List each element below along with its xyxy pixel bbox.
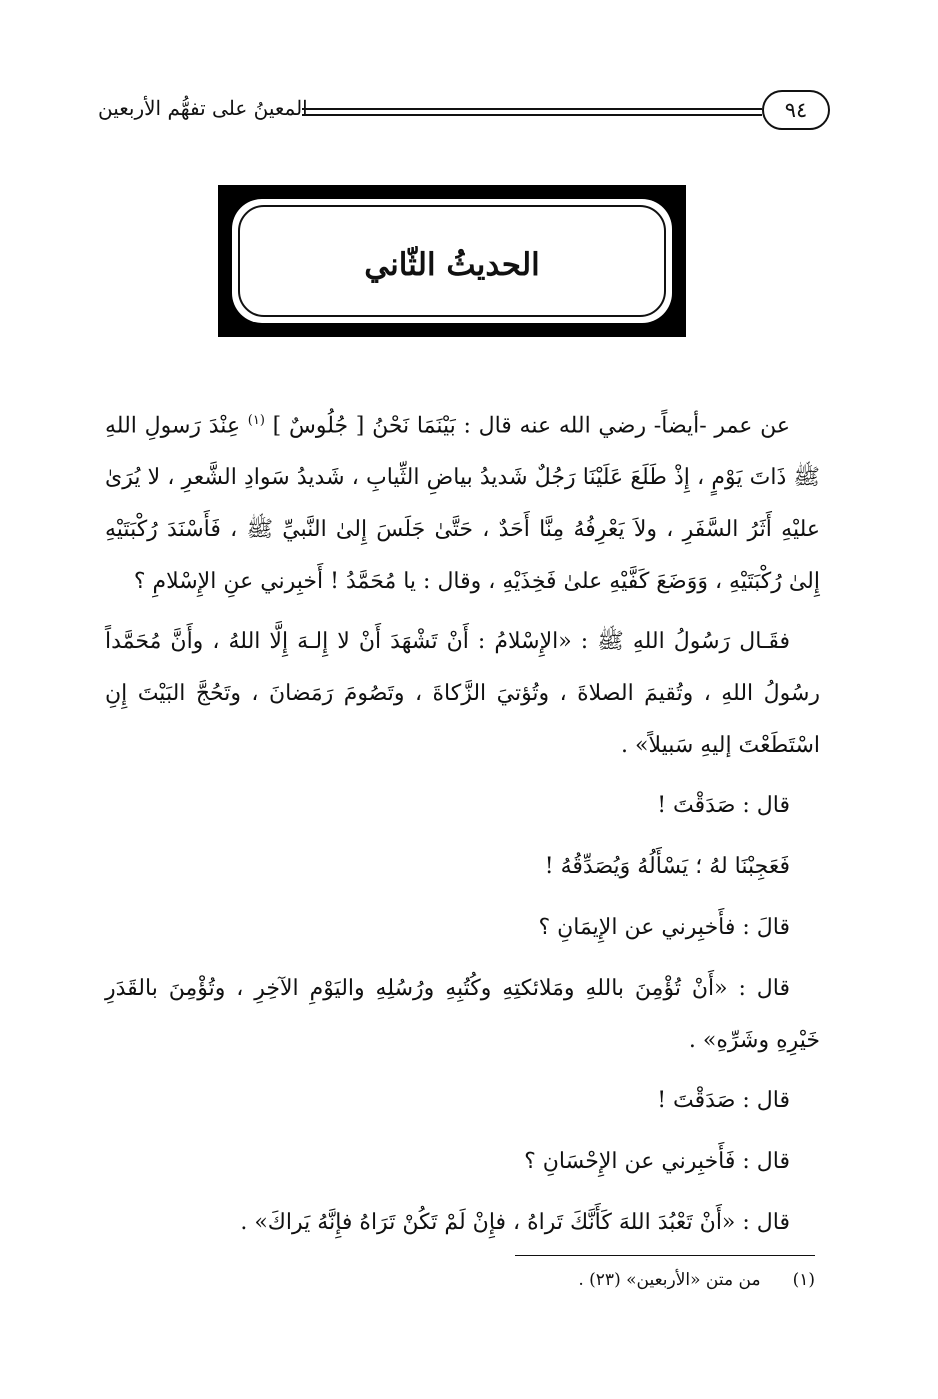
footnote-reference: (١) bbox=[247, 413, 265, 428]
running-title: المعينُ على تفهُّم الأربعين bbox=[98, 96, 308, 120]
paragraph-1-part1: عن عمر -أيضاً- رضي الله عنه قال : بَيْنَمَا نَحْنُ [ جُلُوسٌ ] bbox=[264, 413, 790, 439]
title-frame-inner bbox=[232, 199, 672, 323]
footnote-rule bbox=[515, 1255, 815, 1256]
page-header bbox=[90, 90, 830, 136]
footnote bbox=[500, 1270, 815, 1290]
paragraph-7: قال : صَدَقْتَ ! bbox=[657, 1088, 790, 1114]
paragraph-3: قال : صَدَقْتَ ! bbox=[657, 793, 790, 819]
paragraph-6: قال : «أَنْ تُؤْمِنَ باللهِ ومَلائكتِهِ وكُتُبِهِ ورُسُلِهِ واليَوْمِ الآخِرِ ، وتُؤْمِنَ بالقَدَرِ خَيْرِهِ وشَرِّهِ» . bbox=[105, 976, 820, 1054]
paragraph-1 bbox=[105, 395, 820, 608]
page-number: ٩٤ bbox=[762, 90, 830, 130]
header-rule bbox=[302, 108, 762, 116]
paragraph-4: فَعَجِبْنَا لهُ ؛ يَسْأَلُهُ وَيُصَدِّقُهُ ! bbox=[544, 854, 790, 880]
paragraph-9: قال : «أَنْ تَعْبُدَ اللهَ كَأَنَّكَ تَراهُ ، فإِنْ لَمْ تَكُنْ تَرَاهُ فإِنَّهُ يَراكَ» . bbox=[240, 1210, 790, 1236]
hadith-title: الحديثُ الثّاني bbox=[364, 247, 540, 283]
footnote-text: من متن «الأربعين» (٢٣) . bbox=[578, 1270, 761, 1290]
hadith-body bbox=[105, 395, 820, 1258]
paragraph-8: قال : فَأَخبِرني عن الإِحْسَانِ ؟ bbox=[524, 1149, 790, 1175]
paragraph-5: قالَ : فأَخبِرني عن الإِيمَانِ ؟ bbox=[538, 915, 790, 941]
footnote-number: (١) bbox=[792, 1270, 815, 1290]
paragraph-2: فقَـال رَسُولُ اللهِ ﷺ : «الإِسْلامُ : أَنْ تَشْهَدَ أَنْ لا إِلـهَ إِلَّا اللهُ ، وأَنَّ مُحَمَّداً رسُولُ اللهِ ، وتُقيمَ الصلاةَ ، وتُؤتيَ الزَّكاةَ ، وتَصُومَ رَمَضانَ ، وتَحُجَّ البَيْتَ إِنِ اسْتَطَعْتَ إليهِ سَبيلاً» . bbox=[105, 629, 820, 759]
paragraph-1-part2: عِنْدَ رَسولِ اللهِ ﷺ ذَاتَ يَوْمٍ ، إِذْ طَلَعَ عَلَيْنَا رَجُلٌ شَديدُ بياضِ الثِّيابِ ، شَديدُ سَوادِ الشَّعرِ ، لا يُرَىٰ عليْهِ أَثَرُ السَّفَرِ ، ولاَ يَعْرِفُهُ مِنَّا أَحَدٌ ، حَتَّىٰ جَلَسَ إِلىٰ النَّبيِّ ﷺ ، فَأَسْنَدَ رُكْبَتَيْهِ إِلىٰ رُكْبَتَيْهِ ، وَوَضَعَ كَفَّيْهِ علىٰ فَخِذَيْهِ ، وقال : يا مُحَمَّدُ ! أَخبِرني عنِ الإِسْلامِ ؟ bbox=[105, 413, 820, 595]
title-frame bbox=[218, 185, 686, 337]
